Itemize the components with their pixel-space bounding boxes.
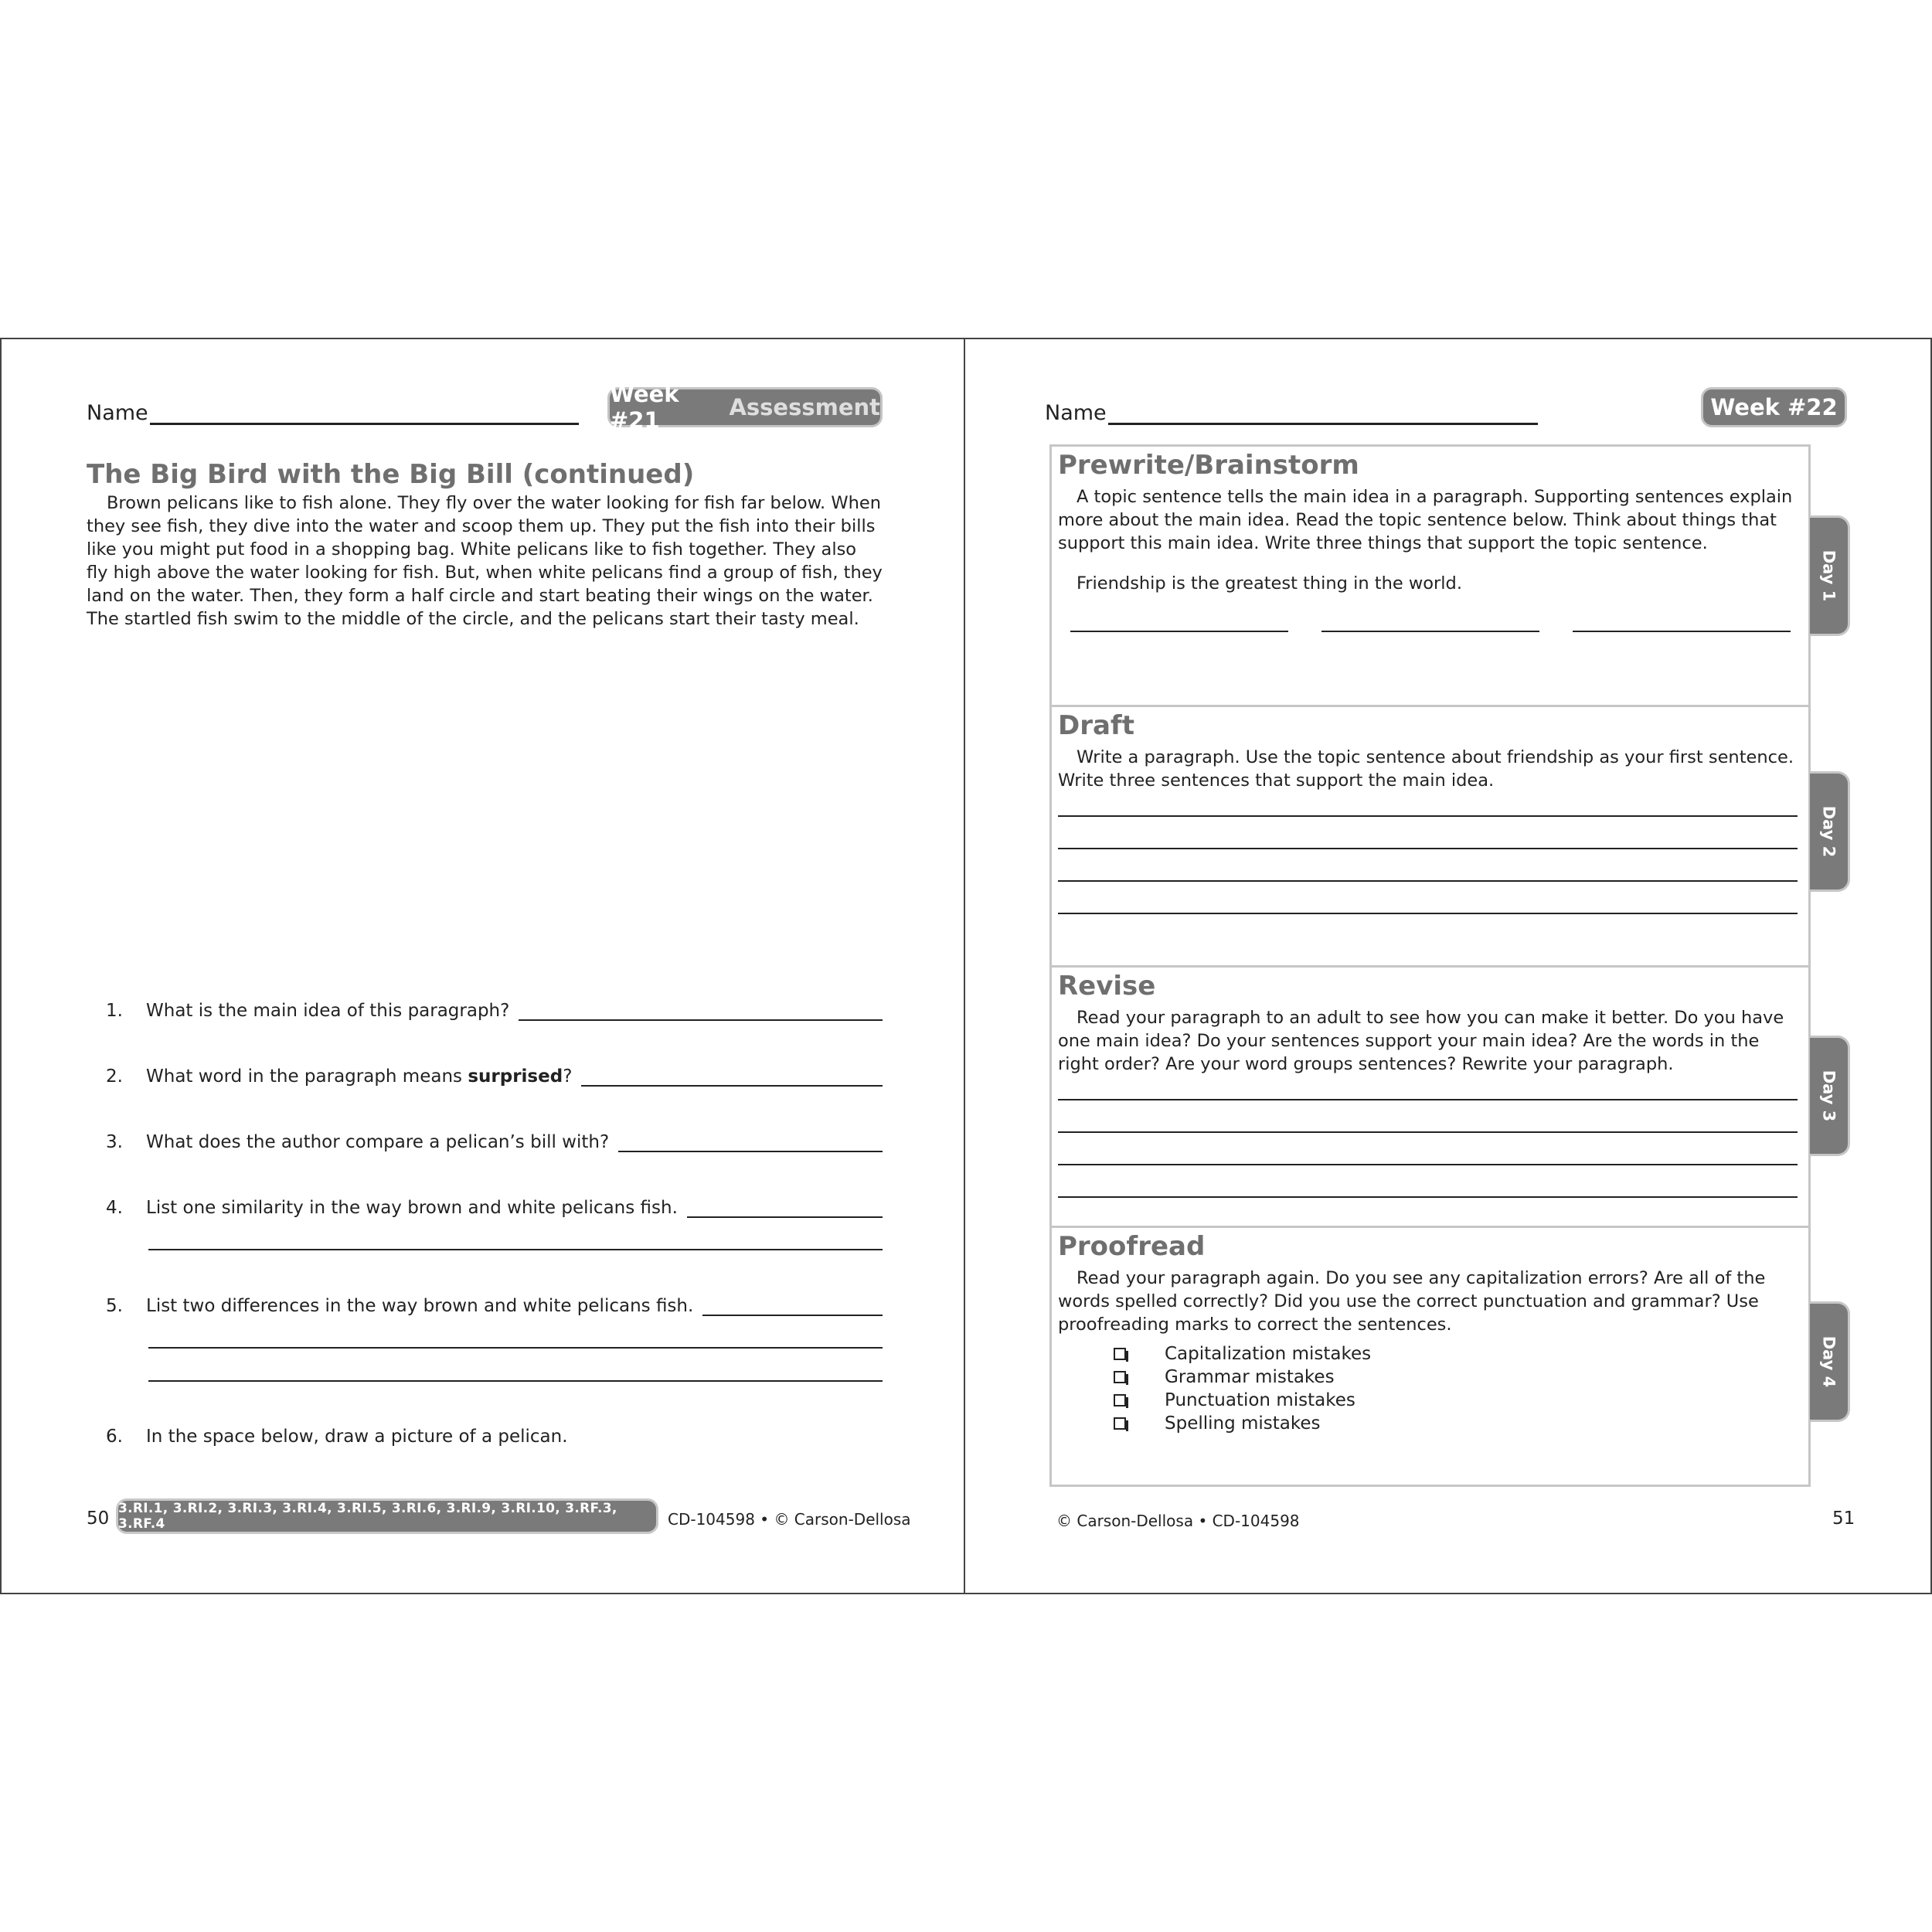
answer-line[interactable] <box>148 1347 883 1349</box>
section-text: A topic sentence tells the main idea in a paragraph. Supporting sentences explain more about the main idea. Read the topic sentence below. Think about things that support this main idea. Write three things that support the topic sentence. <box>1058 487 1793 553</box>
question-5 <box>106 1296 883 1316</box>
section-text: Read your paragraph to an adult to see how you can make it better. Do you have one main idea? Do your sentences support your main idea? Are the words in the right order? Are your word groups sentences? Rewrite your paragraph. <box>1058 1008 1784 1074</box>
copyright: © Carson-Dellosa • CD-104598 <box>1056 1512 1300 1530</box>
section-proofread <box>1052 1228 1808 1485</box>
passage <box>87 492 883 631</box>
workbook-spread <box>0 338 1932 1594</box>
tab-day-2 <box>1810 771 1850 892</box>
question-text: List one similarity in the way brown and white pelicans fish. <box>146 1198 678 1218</box>
section-heading: Revise <box>1058 971 1156 1002</box>
tab-day-3 <box>1810 1036 1850 1156</box>
name-field[interactable] <box>87 401 579 425</box>
question-text-part: What word in the paragraph means <box>146 1066 468 1087</box>
answer-line[interactable] <box>581 1070 883 1087</box>
name-line[interactable] <box>1108 403 1538 425</box>
answer-line[interactable] <box>1573 631 1791 632</box>
checklist-label: Spelling mistakes <box>1165 1413 1321 1434</box>
left-page <box>0 339 965 1593</box>
standards-badge: 3.RI.1, 3.RI.2, 3.RI.3, 3.RI.4, 3.RI.5, 3.RI.6, 3.RI.9, 3.RI.10, 3.RF.3, 3.RF.4 <box>116 1498 658 1534</box>
tab-label: Day 4 <box>1819 1335 1838 1388</box>
question-number: 1. <box>106 1001 123 1021</box>
page-number: 50 <box>87 1509 110 1529</box>
answer-line[interactable] <box>519 1004 883 1021</box>
week-label: Week #21 <box>610 381 679 434</box>
section-heading: Proofread <box>1058 1231 1206 1262</box>
topic-sentence: Friendship is the greatest thing in the world. <box>1077 573 1462 594</box>
copyright: CD-104598 • © Carson-Dellosa <box>668 1510 911 1529</box>
section-prewrite <box>1052 447 1808 707</box>
passage-title: The Big Bird with the Big Bill (continued) <box>87 459 695 490</box>
question-number: 3. <box>106 1132 123 1152</box>
checklist-item[interactable] <box>1114 1412 1371 1435</box>
question-number: 6. <box>106 1427 123 1447</box>
checklist-label: Punctuation mistakes <box>1165 1390 1355 1410</box>
passage-text: Brown pelicans like to fish alone. They fly over the water looking for fish far below. When they see fish, they dive into the water and scoop them up. They put the fish into their bills like you might put food in a shopping bag. White pelicans like to fish together. They also fly high above the water looking for fish. But, when white pelicans find a group of fish, they land on the water. Then, they form a half circle and start beating their wings on the water. The startled fish swim to the middle of the circle, and the pelicans start their tasty meal. <box>87 493 883 629</box>
answer-line[interactable] <box>1058 913 1798 914</box>
section-instructions <box>1058 485 1796 555</box>
section-heading: Prewrite/Brainstorm <box>1058 450 1359 481</box>
question-1 <box>106 1001 883 1021</box>
tab-day-1 <box>1810 515 1850 636</box>
section-draft <box>1052 707 1808 968</box>
section-instructions <box>1058 746 1796 792</box>
answer-line[interactable] <box>1058 1196 1798 1198</box>
checkbox[interactable] <box>1114 1348 1126 1360</box>
answer-line[interactable] <box>148 1380 883 1382</box>
question-number: 2. <box>106 1066 123 1087</box>
answer-line[interactable] <box>1058 880 1798 882</box>
answer-line[interactable] <box>618 1135 883 1152</box>
section-text: Write a paragraph. Use the topic sentence about friendship as your first sentence. Write three sentences that support the main idea. <box>1058 747 1794 791</box>
question-text: In the space below, draw a picture of a pelican. <box>146 1427 568 1447</box>
question-text: List two differences in the way brown and white pelicans fish. <box>146 1296 694 1316</box>
answer-line[interactable] <box>1058 1131 1798 1133</box>
writing-frame <box>1049 444 1811 1487</box>
week-label: Week #22 <box>1710 394 1838 420</box>
question-number: 4. <box>106 1198 123 1218</box>
bold-word: surprised <box>468 1066 563 1087</box>
section-revise <box>1052 968 1808 1228</box>
answer-line[interactable] <box>687 1201 883 1218</box>
week-badge <box>1701 387 1847 427</box>
right-page <box>965 339 1932 1593</box>
answer-line[interactable] <box>1058 848 1798 849</box>
section-text: Read your paragraph again. Do you see any capitalization errors? Are all of the words spelled correctly? Did you use the correct punctuation and grammar? Use proofreading marks to correct the sentences. <box>1058 1268 1766 1335</box>
answer-line[interactable] <box>1058 1099 1798 1100</box>
answer-line[interactable] <box>1321 631 1539 632</box>
checkbox[interactable] <box>1114 1394 1126 1406</box>
answer-line[interactable] <box>148 1249 883 1250</box>
section-instructions <box>1058 1267 1796 1336</box>
answer-line[interactable] <box>702 1299 883 1316</box>
checkbox[interactable] <box>1114 1417 1126 1430</box>
section-heading: Draft <box>1058 710 1134 741</box>
week-badge <box>607 381 883 434</box>
name-line[interactable] <box>150 403 579 425</box>
section-instructions <box>1058 1006 1796 1076</box>
checklist-item[interactable] <box>1114 1389 1371 1412</box>
checklist-item[interactable] <box>1114 1342 1371 1366</box>
question-text: What is the main idea of this paragraph? <box>146 1001 510 1021</box>
question-3 <box>106 1132 883 1152</box>
tab-label: Day 1 <box>1819 549 1838 602</box>
checklist-item[interactable] <box>1114 1366 1371 1389</box>
page-number: 51 <box>1832 1509 1855 1529</box>
name-label: Name <box>87 401 148 425</box>
question-4 <box>106 1198 883 1218</box>
checklist-label: Grammar mistakes <box>1165 1367 1335 1387</box>
checklist-label: Capitalization mistakes <box>1165 1344 1372 1364</box>
tab-label: Day 3 <box>1819 1070 1838 1122</box>
answer-line[interactable] <box>1058 1164 1798 1165</box>
answer-line[interactable] <box>1070 631 1288 632</box>
question-number: 5. <box>106 1296 123 1316</box>
assessment-label: Assessment <box>729 394 880 420</box>
answer-line[interactable] <box>1058 815 1798 817</box>
name-field[interactable] <box>1045 401 1538 425</box>
checkbox[interactable] <box>1114 1371 1126 1383</box>
tab-label: Day 2 <box>1819 805 1838 858</box>
name-label: Name <box>1045 401 1107 425</box>
tab-day-4 <box>1810 1301 1850 1422</box>
question-2 <box>106 1066 883 1087</box>
question-text <box>146 1066 572 1087</box>
question-text-part: ? <box>563 1066 573 1087</box>
proofread-checklist <box>1114 1342 1371 1435</box>
question-6 <box>106 1427 883 1447</box>
question-text: What does the author compare a pelican’s bill with? <box>146 1132 610 1152</box>
